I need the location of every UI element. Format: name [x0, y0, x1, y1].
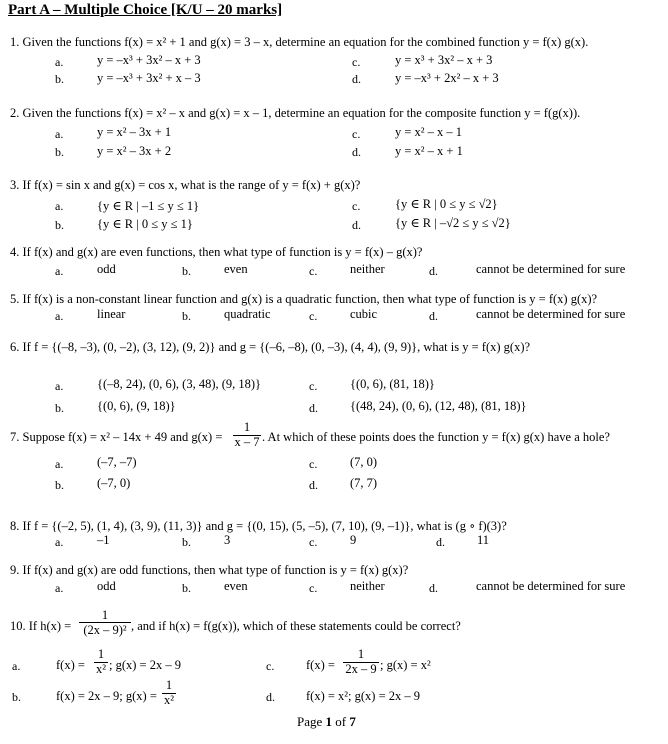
page-current: 1 — [325, 714, 333, 729]
q2-option-b-label: b. — [55, 145, 64, 159]
q1-option-d-label: d. — [352, 72, 361, 86]
q7-option-a-label: a. — [55, 457, 64, 471]
q10c-numerator: 1 — [357, 647, 365, 661]
q10c-denominator: 2x – 9 — [343, 662, 379, 677]
q8-option-a: –1 — [97, 533, 110, 547]
q3-option-b-label: b. — [55, 218, 64, 232]
q1-option-b: y = –x³ + 3x² + x – 3 — [97, 71, 201, 85]
q4-option-a: odd — [97, 262, 116, 276]
q5-option-d-label: d. — [429, 309, 438, 323]
q6-option-d-label: d. — [309, 401, 318, 415]
q5-option-a: linear — [97, 307, 126, 321]
question-8-stem: 8. If f = {(–2, 5), (1, 4), (3, 9), (11, 3)} and g = {(0, 15), (5, –5), (7, 10), (9, –1)}, what is (g ∘ f)(3)? — [10, 519, 507, 533]
q5-option-d: cannot be determined for sure — [476, 307, 626, 321]
q7-option-d-label: d. — [309, 478, 318, 492]
q6-option-b: {(0, 6), (9, 18)} — [97, 399, 176, 413]
question-7-fraction — [233, 421, 261, 450]
q10-option-c-label: c. — [266, 659, 275, 673]
q7-option-c-label: c. — [309, 457, 318, 471]
q4-option-d-label: d. — [429, 264, 438, 278]
q7-option-d: (7, 7) — [350, 476, 378, 490]
q2-option-c: y = x² – x – 1 — [395, 125, 463, 139]
q1-option-c: y = x³ + 3x² – x + 3 — [395, 53, 493, 67]
q8-option-b: 3 — [224, 533, 231, 547]
page-of: of — [335, 714, 347, 729]
page-title: Part A – Multiple Choice [K/U – 20 marks] — [8, 2, 283, 18]
q10-option-a-pre: f(x) = — [56, 658, 85, 672]
q4-option-d: cannot be determined for sure — [476, 262, 626, 276]
q7-option-a: (–7, –7) — [97, 455, 137, 469]
q1-option-b-label: b. — [55, 72, 64, 86]
q8-option-c: 9 — [350, 533, 357, 547]
page-total: 7 — [349, 714, 356, 729]
q9-option-a-label: a. — [55, 581, 64, 595]
question-9-stem: 9. If f(x) and g(x) are odd functions, then what type of function is y = f(x) g(x)? — [10, 563, 409, 577]
question-10-stem-a: 10. If h(x) = — [10, 619, 72, 633]
q10-option-d: f(x) = x²; g(x) = 2x – 9 — [306, 689, 421, 703]
q7-option-b: (–7, 0) — [97, 476, 131, 490]
q10-option-c-pre: f(x) = — [306, 658, 335, 672]
question-10-fraction — [79, 608, 131, 638]
q10a-denominator: x² — [96, 661, 106, 676]
question-5-stem: 5. If f(x) is a non-constant linear function and g(x) is a quadratic function, then what type of function is y = f(x) g(x)? — [10, 292, 598, 306]
question-3-stem: 3. If f(x) = sin x and g(x) = cos x, what is the range of y = f(x) + g(x)? — [10, 178, 361, 192]
q7-frac-numerator: 1 — [243, 420, 251, 434]
q8-option-b-label: b. — [182, 535, 191, 549]
q8-option-d: 11 — [477, 533, 490, 547]
q4-option-b-label: b. — [182, 264, 191, 278]
q4-option-c: neither — [350, 262, 385, 276]
q2-option-d-label: d. — [352, 145, 361, 159]
q1-option-d: y = –x³ + 2x² – x + 3 — [395, 71, 499, 85]
q3-option-c: {y ∈ R | 0 ≤ y ≤ √2} — [395, 197, 498, 211]
q6-option-d: {(48, 24), (0, 6), (12, 48), (81, 18)} — [350, 399, 527, 413]
q10b-numerator: 1 — [165, 678, 173, 692]
question-7-stem-a: 7. Suppose f(x) = x² – 14x + 49 and g(x) = — [10, 430, 223, 444]
q1-option-a: y = –x³ + 3x² – x + 3 — [97, 53, 201, 67]
q4-option-b: even — [224, 262, 248, 276]
q5-option-b: quadratic — [224, 307, 271, 321]
q9-option-c-label: c. — [309, 581, 318, 595]
q10-option-b-pre: f(x) = 2x – 9; g(x) = — [56, 689, 157, 703]
q9-option-b-label: b. — [182, 581, 191, 595]
q3-option-d: {y ∈ R | –√2 ≤ y ≤ √2} — [395, 216, 511, 230]
q9-option-a: odd — [97, 579, 116, 593]
q9-option-d: cannot be determined for sure — [476, 579, 626, 593]
q3-option-a-label: a. — [55, 199, 64, 213]
q2-option-a: y = x² – 3x + 1 — [97, 125, 172, 139]
q2-option-c-label: c. — [352, 127, 361, 141]
q10-option-a-fraction — [94, 648, 108, 677]
q6-option-a-label: a. — [55, 379, 64, 393]
q10-option-a-post: ; g(x) = 2x – 9 — [109, 658, 181, 672]
page-number — [297, 714, 356, 730]
q10-frac-numerator: 1 — [101, 608, 109, 622]
q7-option-b-label: b. — [55, 478, 64, 492]
question-7-stem-b: . At which of these points does the function y = f(x) g(x) have a hole? — [262, 430, 610, 444]
q6-option-b-label: b. — [55, 401, 64, 415]
q3-option-b: {y ∈ R | 0 ≤ y ≤ 1} — [97, 217, 193, 231]
q7-frac-denominator: x – 7 — [234, 434, 260, 449]
q5-option-a-label: a. — [55, 309, 64, 323]
q10-frac-denominator: (2x – 9)² — [79, 622, 131, 637]
question-2-stem: 2. Given the functions f(x) = x² – x and g(x) = x – 1, determine an equation for the composite function y = f(g(x)). — [10, 106, 581, 120]
q6-option-c: {(0, 6), (81, 18)} — [350, 377, 435, 391]
q5-option-c: cubic — [350, 307, 378, 321]
q9-option-d-label: d. — [429, 581, 438, 595]
q1-option-c-label: c. — [352, 55, 361, 69]
question-1-stem: 1. Given the functions f(x) = x² + 1 and g(x) = 3 – x, determine an equation for the combined function y = f(x) g(x). — [10, 35, 589, 49]
q9-option-b: even — [224, 579, 248, 593]
q5-option-c-label: c. — [309, 309, 318, 323]
q10a-numerator: 1 — [97, 647, 105, 661]
q6-option-c-label: c. — [309, 379, 318, 393]
q5-option-b-label: b. — [182, 309, 191, 323]
q4-option-a-label: a. — [55, 264, 64, 278]
q6-option-a: {(–8, 24), (0, 6), (3, 48), (9, 18)} — [97, 377, 262, 391]
q10-option-c-post: ; g(x) = x² — [380, 658, 431, 672]
question-4-stem: 4. If f(x) and g(x) are even functions, then what type of function is y = f(x) – g(x)? — [10, 245, 423, 259]
q3-option-c-label: c. — [352, 199, 361, 213]
q10-option-b-fraction — [162, 679, 176, 708]
q10-option-d-label: d. — [266, 690, 275, 704]
q2-option-b: y = x² – 3x + 2 — [97, 144, 172, 158]
page-prefix: Page — [297, 714, 323, 729]
q1-option-a-label: a. — [55, 55, 64, 69]
q10b-denominator: x² — [164, 692, 174, 707]
q8-option-a-label: a. — [55, 535, 64, 549]
q3-option-a: {y ∈ R | –1 ≤ y ≤ 1} — [97, 199, 200, 213]
q10-option-c-fraction — [343, 648, 379, 677]
q10-option-b-label: b. — [12, 690, 21, 704]
q4-option-c-label: c. — [309, 264, 318, 278]
q3-option-d-label: d. — [352, 218, 361, 232]
question-10-stem-b: , and if h(x) = f(g(x)), which of these statements could be correct? — [131, 619, 461, 633]
q8-option-d-label: d. — [436, 535, 445, 549]
q10-option-a-label: a. — [12, 659, 21, 673]
q8-option-c-label: c. — [309, 535, 318, 549]
q7-option-c: (7, 0) — [350, 455, 378, 469]
question-6-stem: 6. If f = {(–8, –3), (0, –2), (3, 12), (9, 2)} and g = {(–6, –8), (0, –3), (4, 4), (9, 9)}, what is y = f(x) g(x)? — [10, 340, 531, 354]
q2-option-d: y = x² – x + 1 — [395, 144, 463, 158]
q2-option-a-label: a. — [55, 127, 64, 141]
q9-option-c: neither — [350, 579, 385, 593]
